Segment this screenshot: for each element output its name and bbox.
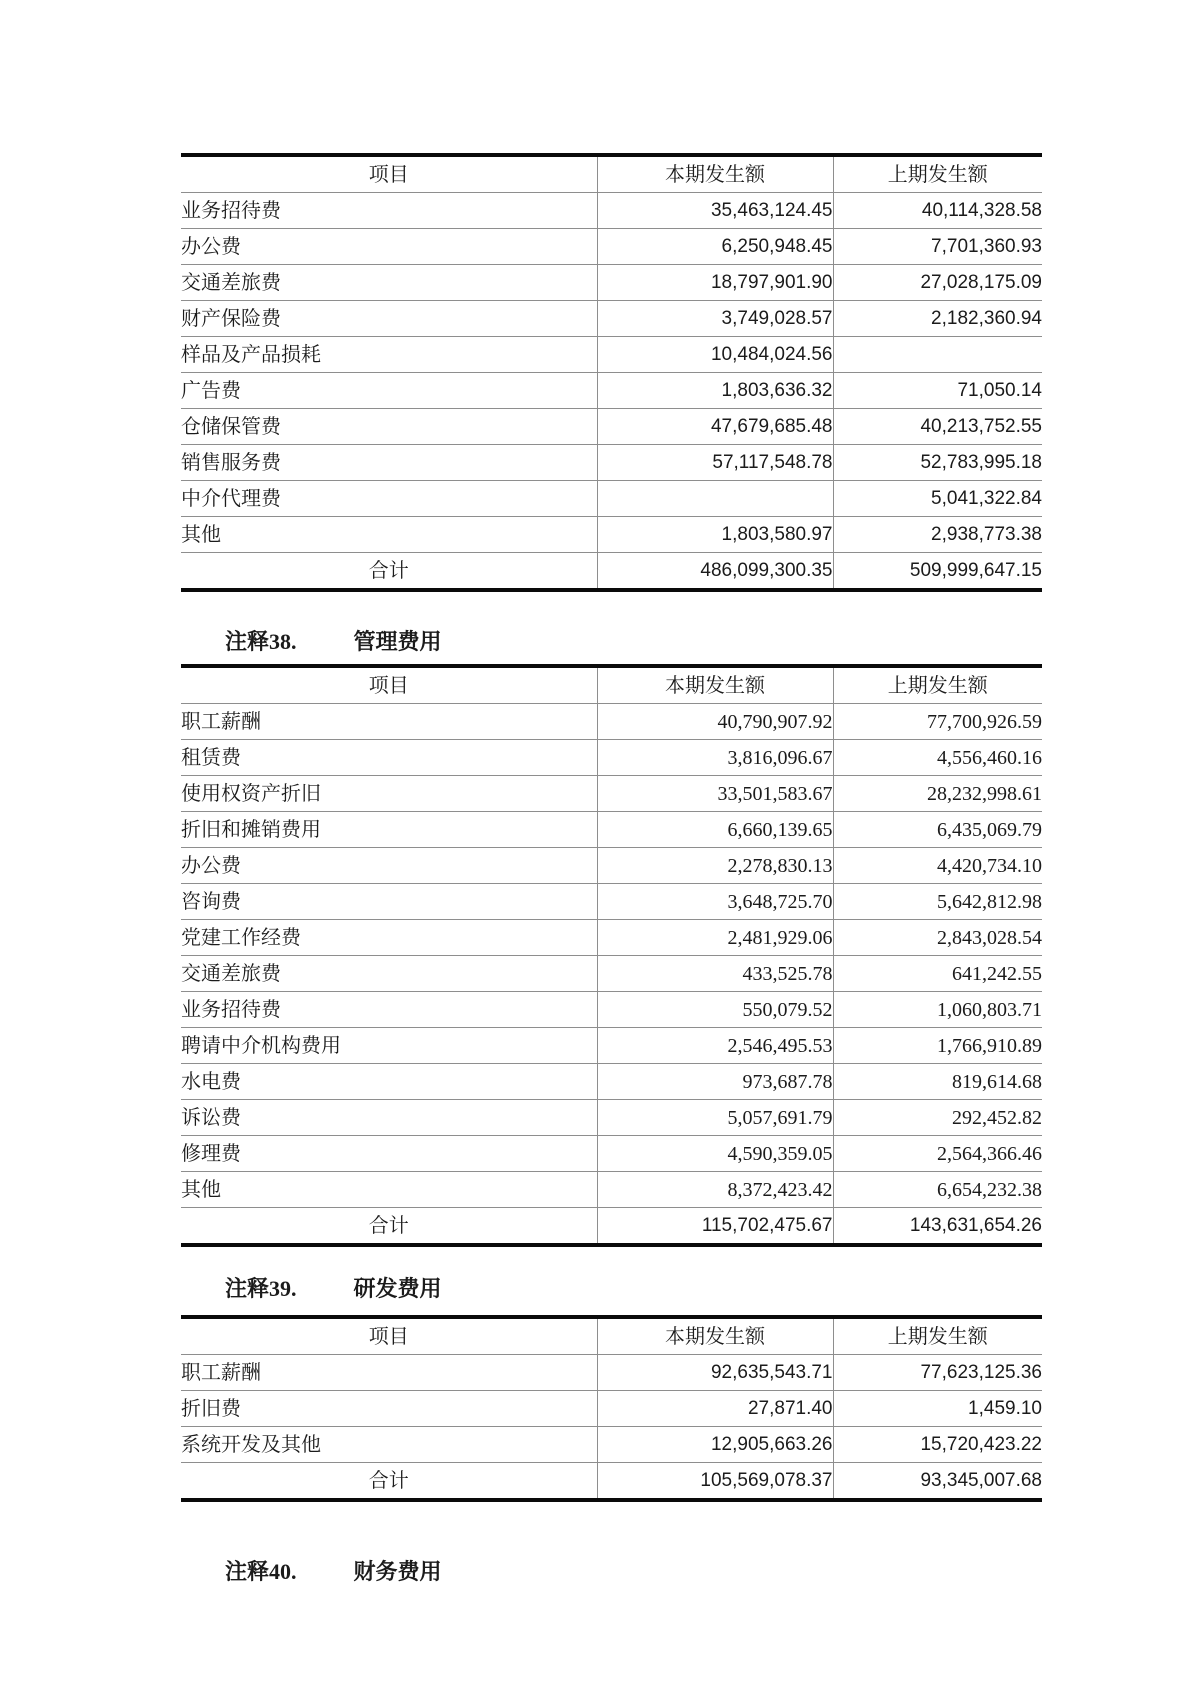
prior-amount-cell [833,337,1042,373]
prior-amount-cell: 2,843,028.54 [833,920,1042,956]
page-content [181,153,1042,1594]
prior-amount-cell: 40,213,752.55 [833,409,1042,445]
table-row [181,848,1042,884]
table-row [181,445,1042,481]
current-amount-cell: 2,278,830.13 [597,848,833,884]
prior-amount-cell: 6,654,232.38 [833,1172,1042,1208]
prior-amount-cell: 40,114,328.58 [833,193,1042,229]
table-row [181,992,1042,1028]
item-cell: 水电费 [181,1064,597,1100]
current-amount-cell: 2,546,495.53 [597,1028,833,1064]
prior-amount-cell: 7,701,360.93 [833,229,1042,265]
section-selling-expenses-continued [181,153,1042,592]
item-cell: 办公费 [181,229,597,265]
total-row [181,553,1042,591]
table-row [181,373,1042,409]
item-cell: 系统开发及其他 [181,1427,597,1463]
prior-amount-cell: 15,720,423.22 [833,1427,1042,1463]
item-cell: 折旧和摊销费用 [181,812,597,848]
prior-amount-cell: 71,050.14 [833,373,1042,409]
prior-amount-cell: 27,028,175.09 [833,265,1042,301]
item-cell: 诉讼费 [181,1100,597,1136]
current-amount-cell: 1,803,636.32 [597,373,833,409]
item-cell: 广告费 [181,373,597,409]
current-amount-cell: 973,687.78 [597,1064,833,1100]
item-cell: 样品及产品损耗 [181,337,597,373]
current-amount-cell: 8,372,423.42 [597,1172,833,1208]
rd-expenses-table [181,1315,1042,1502]
table-row [181,1391,1042,1427]
column-header-current-period: 本期发生额 [597,1317,833,1355]
current-amount-cell: 40,790,907.92 [597,704,833,740]
prior-amount-cell: 1,060,803.71 [833,992,1042,1028]
current-amount-cell: 2,481,929.06 [597,920,833,956]
item-cell: 中介代理费 [181,481,597,517]
item-cell: 职工薪酬 [181,704,597,740]
table-row [181,1427,1042,1463]
current-amount-cell: 57,117,548.78 [597,445,833,481]
current-amount-cell: 550,079.52 [597,992,833,1028]
table-row [181,1100,1042,1136]
note-title: 财务费用 [353,1559,442,1584]
table-row [181,481,1042,517]
current-amount-cell: 92,635,543.71 [597,1355,833,1391]
section-admin-expenses [181,628,1042,1247]
section-finance-expenses [181,1558,1042,1586]
column-header-item: 项目 [181,666,597,704]
section-heading [225,1558,1042,1586]
note-number: 注释40. [225,1559,297,1584]
table-row [181,265,1042,301]
current-amount-cell: 10,484,024.56 [597,337,833,373]
total-row [181,1463,1042,1501]
total-label-cell: 合计 [368,1469,409,1492]
prior-amount-cell: 2,182,360.94 [833,301,1042,337]
prior-amount-cell: 1,459.10 [833,1391,1042,1427]
table-row [181,704,1042,740]
table-row [181,956,1042,992]
total-prior-amount-cell: 509,999,647.15 [833,553,1042,591]
total-row [181,1208,1042,1246]
table-row [181,1172,1042,1208]
column-header-prior-period: 上期发生额 [833,1317,1042,1355]
current-amount-cell: 4,590,359.05 [597,1136,833,1172]
total-current-amount-cell: 105,569,078.37 [597,1463,833,1501]
item-cell: 折旧费 [181,1391,597,1427]
table-row [181,884,1042,920]
total-current-amount-cell: 486,099,300.35 [597,553,833,591]
current-amount-cell: 1,803,580.97 [597,517,833,553]
total-label-cell: 合计 [368,559,409,582]
prior-amount-cell: 52,783,995.18 [833,445,1042,481]
table-row [181,812,1042,848]
current-amount-cell: 18,797,901.90 [597,265,833,301]
selling-expenses-table [181,153,1042,592]
item-cell: 办公费 [181,848,597,884]
item-cell: 咨询费 [181,884,597,920]
current-amount-cell [597,481,833,517]
prior-amount-cell: 77,700,926.59 [833,704,1042,740]
prior-amount-cell: 5,041,322.84 [833,481,1042,517]
prior-amount-cell: 2,564,366.46 [833,1136,1042,1172]
item-cell: 其他 [181,517,597,553]
column-header-prior-period: 上期发生额 [833,666,1042,704]
table-row [181,409,1042,445]
column-header-current-period: 本期发生额 [597,155,833,193]
total-label-cell: 合计 [368,1214,409,1237]
item-cell: 仓储保管费 [181,409,597,445]
column-header-item: 项目 [181,1317,597,1355]
column-header-item: 项目 [181,155,597,193]
table-row [181,301,1042,337]
current-amount-cell: 35,463,124.45 [597,193,833,229]
item-cell: 职工薪酬 [181,1355,597,1391]
admin-expenses-table [181,664,1042,1247]
current-amount-cell: 27,871.40 [597,1391,833,1427]
current-amount-cell: 3,816,096.67 [597,740,833,776]
table-row [181,1136,1042,1172]
item-cell: 交通差旅费 [181,265,597,301]
current-amount-cell: 5,057,691.79 [597,1100,833,1136]
table-row [181,920,1042,956]
section-heading [225,628,1042,656]
current-amount-cell: 3,648,725.70 [597,884,833,920]
item-cell: 党建工作经费 [181,920,597,956]
table-row [181,1028,1042,1064]
table-row [181,337,1042,373]
note-number: 注释38. [225,629,297,654]
current-amount-cell: 6,660,139.65 [597,812,833,848]
table-row [181,1064,1042,1100]
prior-amount-cell: 641,242.55 [833,956,1042,992]
prior-amount-cell: 1,766,910.89 [833,1028,1042,1064]
header-row [181,1317,1042,1355]
table-row [181,193,1042,229]
total-prior-amount-cell: 93,345,007.68 [833,1463,1042,1501]
item-cell: 修理费 [181,1136,597,1172]
prior-amount-cell: 4,556,460.16 [833,740,1042,776]
prior-amount-cell: 292,452.82 [833,1100,1042,1136]
section-heading [225,1275,1042,1303]
item-cell: 聘请中介机构费用 [181,1028,597,1064]
current-amount-cell: 3,749,028.57 [597,301,833,337]
table-row [181,517,1042,553]
item-cell: 销售服务费 [181,445,597,481]
note-number: 注释39. [225,1276,297,1301]
item-cell: 财产保险费 [181,301,597,337]
total-current-amount-cell: 115,702,475.67 [597,1208,833,1246]
current-amount-cell: 12,905,663.26 [597,1427,833,1463]
current-amount-cell: 33,501,583.67 [597,776,833,812]
column-header-current-period: 本期发生额 [597,666,833,704]
header-row [181,155,1042,193]
table-row [181,1355,1042,1391]
prior-amount-cell: 819,614.68 [833,1064,1042,1100]
prior-amount-cell: 2,938,773.38 [833,517,1042,553]
item-cell: 业务招待费 [181,992,597,1028]
current-amount-cell: 47,679,685.48 [597,409,833,445]
item-cell: 租赁费 [181,740,597,776]
section-rd-expenses [181,1275,1042,1502]
prior-amount-cell: 4,420,734.10 [833,848,1042,884]
table-row [181,229,1042,265]
item-cell: 交通差旅费 [181,956,597,992]
prior-amount-cell: 6,435,069.79 [833,812,1042,848]
prior-amount-cell: 77,623,125.36 [833,1355,1042,1391]
current-amount-cell: 6,250,948.45 [597,229,833,265]
header-row [181,666,1042,704]
column-header-prior-period: 上期发生额 [833,155,1042,193]
note-title: 管理费用 [353,629,442,654]
prior-amount-cell: 5,642,812.98 [833,884,1042,920]
current-amount-cell: 433,525.78 [597,956,833,992]
item-cell: 使用权资产折旧 [181,776,597,812]
item-cell: 业务招待费 [181,193,597,229]
note-title: 研发费用 [353,1276,442,1301]
item-cell: 其他 [181,1172,597,1208]
total-prior-amount-cell: 143,631,654.26 [833,1208,1042,1246]
table-row [181,740,1042,776]
table-row [181,776,1042,812]
prior-amount-cell: 28,232,998.61 [833,776,1042,812]
